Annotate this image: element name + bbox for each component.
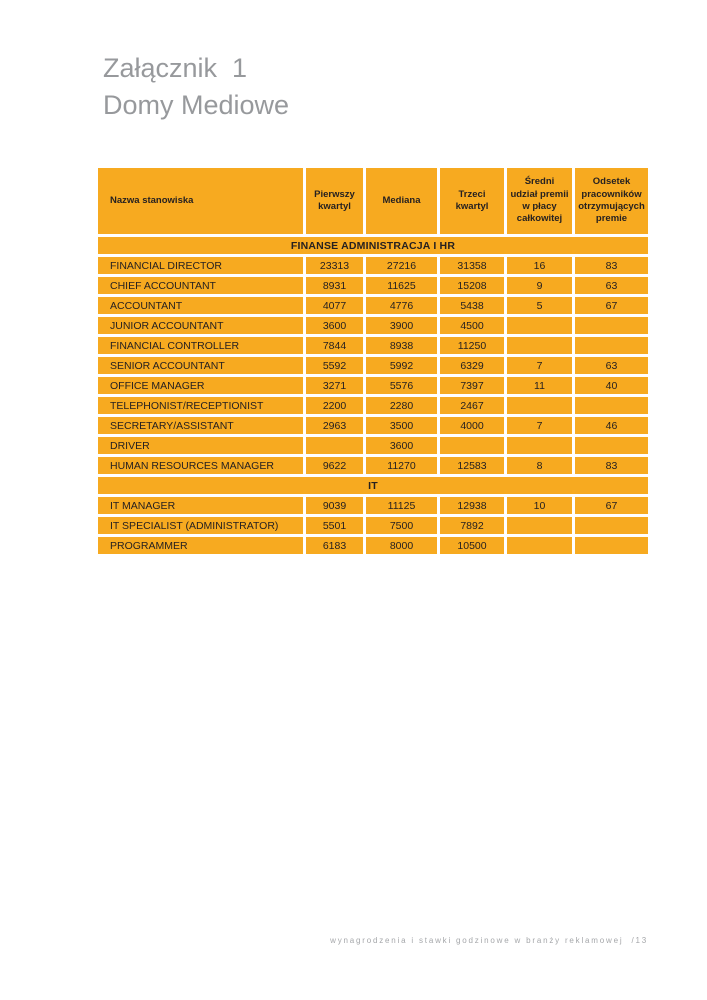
section-header-label: IT [98,477,648,494]
value-cell: 7397 [440,377,504,394]
table-row [98,317,648,334]
value-cell: 3600 [366,437,437,454]
value-cell [507,437,572,454]
position-cell: IT MANAGER [98,497,303,514]
value-cell: 83 [575,257,648,274]
value-cell: 3900 [366,317,437,334]
value-cell: 2280 [366,397,437,414]
table-row [98,537,648,554]
position-cell: ACCOUNTANT [98,297,303,314]
table-row [98,277,648,294]
value-cell: 3500 [366,417,437,434]
value-cell [575,537,648,554]
section-header-label: FINANSE ADMINISTRACJA I HR [98,237,648,254]
value-cell: 11 [507,377,572,394]
table-row [98,397,648,414]
value-cell: 67 [575,497,648,514]
value-cell: 4776 [366,297,437,314]
value-cell [306,437,363,454]
value-cell: 12583 [440,457,504,474]
value-cell [575,317,648,334]
value-cell: 11125 [366,497,437,514]
value-cell: 23313 [306,257,363,274]
position-cell: OFFICE MANAGER [98,377,303,394]
column-header: Średni udział premii w płacy całkowitej [507,168,572,234]
value-cell [575,437,648,454]
table-row [98,497,648,514]
position-cell: CHIEF ACCOUNTANT [98,277,303,294]
value-cell: 8938 [366,337,437,354]
value-cell: 11625 [366,277,437,294]
table-row [98,357,648,374]
appendix-subtitle: Domy Mediowe [103,90,290,120]
salary-table-header [98,168,648,234]
table-row [98,257,648,274]
value-cell [575,397,648,414]
value-cell: 27216 [366,257,437,274]
value-cell: 31358 [440,257,504,274]
value-cell [507,537,572,554]
value-cell: 11250 [440,337,504,354]
value-cell: 7 [507,357,572,374]
value-cell: 2963 [306,417,363,434]
value-cell [507,337,572,354]
value-cell: 12938 [440,497,504,514]
value-cell: 6183 [306,537,363,554]
section-header-row [98,237,648,254]
position-cell: SENIOR ACCOUNTANT [98,357,303,374]
value-cell: 40 [575,377,648,394]
position-cell: JUNIOR ACCOUNTANT [98,317,303,334]
value-cell: 7500 [366,517,437,534]
value-cell: 67 [575,297,648,314]
position-cell: DRIVER [98,437,303,454]
value-cell: 3600 [306,317,363,334]
value-cell: 46 [575,417,648,434]
appendix-title: Załącznik 1 [103,53,248,83]
table-row [98,377,648,394]
value-cell [507,317,572,334]
position-cell: IT SPECIALIST (ADMINISTRATOR) [98,517,303,534]
position-cell: SECRETARY/ASSISTANT [98,417,303,434]
table-row [98,337,648,354]
value-cell: 3271 [306,377,363,394]
value-cell [507,517,572,534]
column-header: Pierwszy kwartyl [306,168,363,234]
column-header: Nazwa stanowiska [98,168,303,234]
value-cell: 4077 [306,297,363,314]
value-cell: 16 [507,257,572,274]
table-row [98,457,648,474]
column-header: Mediana [366,168,437,234]
page-title-block [103,50,289,124]
value-cell: 2467 [440,397,504,414]
position-cell: TELEPHONIST/RECEPTIONIST [98,397,303,414]
value-cell: 8000 [366,537,437,554]
value-cell: 9622 [306,457,363,474]
salary-table [95,165,651,557]
table-row [98,517,648,534]
value-cell: 7892 [440,517,504,534]
value-cell: 9 [507,277,572,294]
value-cell: 4500 [440,317,504,334]
value-cell: 5992 [366,357,437,374]
value-cell: 7 [507,417,572,434]
value-cell: 4000 [440,417,504,434]
value-cell [575,337,648,354]
table-row [98,297,648,314]
value-cell: 5576 [366,377,437,394]
value-cell: 7844 [306,337,363,354]
value-cell [440,437,504,454]
value-cell: 5501 [306,517,363,534]
value-cell: 15208 [440,277,504,294]
position-cell: FINANCIAL CONTROLLER [98,337,303,354]
value-cell: 9039 [306,497,363,514]
value-cell: 63 [575,357,648,374]
value-cell: 10 [507,497,572,514]
column-header: Trzeci kwartyl [440,168,504,234]
salary-table-container [95,165,651,557]
header-row [98,168,648,234]
table-row [98,417,648,434]
value-cell: 5592 [306,357,363,374]
value-cell: 11270 [366,457,437,474]
position-cell: PROGRAMMER [98,537,303,554]
column-header: Odsetek pracowników otrzymujących premie [575,168,648,234]
value-cell: 8931 [306,277,363,294]
value-cell: 6329 [440,357,504,374]
position-cell: HUMAN RESOURCES MANAGER [98,457,303,474]
value-cell: 5 [507,297,572,314]
salary-table-body [98,237,648,554]
section-header-row [98,477,648,494]
page-footer: wynagrodzenia i stawki godzinowe w branży reklamowej /13 [330,936,648,945]
value-cell [575,517,648,534]
value-cell: 10500 [440,537,504,554]
value-cell: 8 [507,457,572,474]
position-cell: FINANCIAL DIRECTOR [98,257,303,274]
value-cell: 63 [575,277,648,294]
value-cell: 83 [575,457,648,474]
value-cell: 2200 [306,397,363,414]
table-row [98,437,648,454]
value-cell: 5438 [440,297,504,314]
value-cell [507,397,572,414]
